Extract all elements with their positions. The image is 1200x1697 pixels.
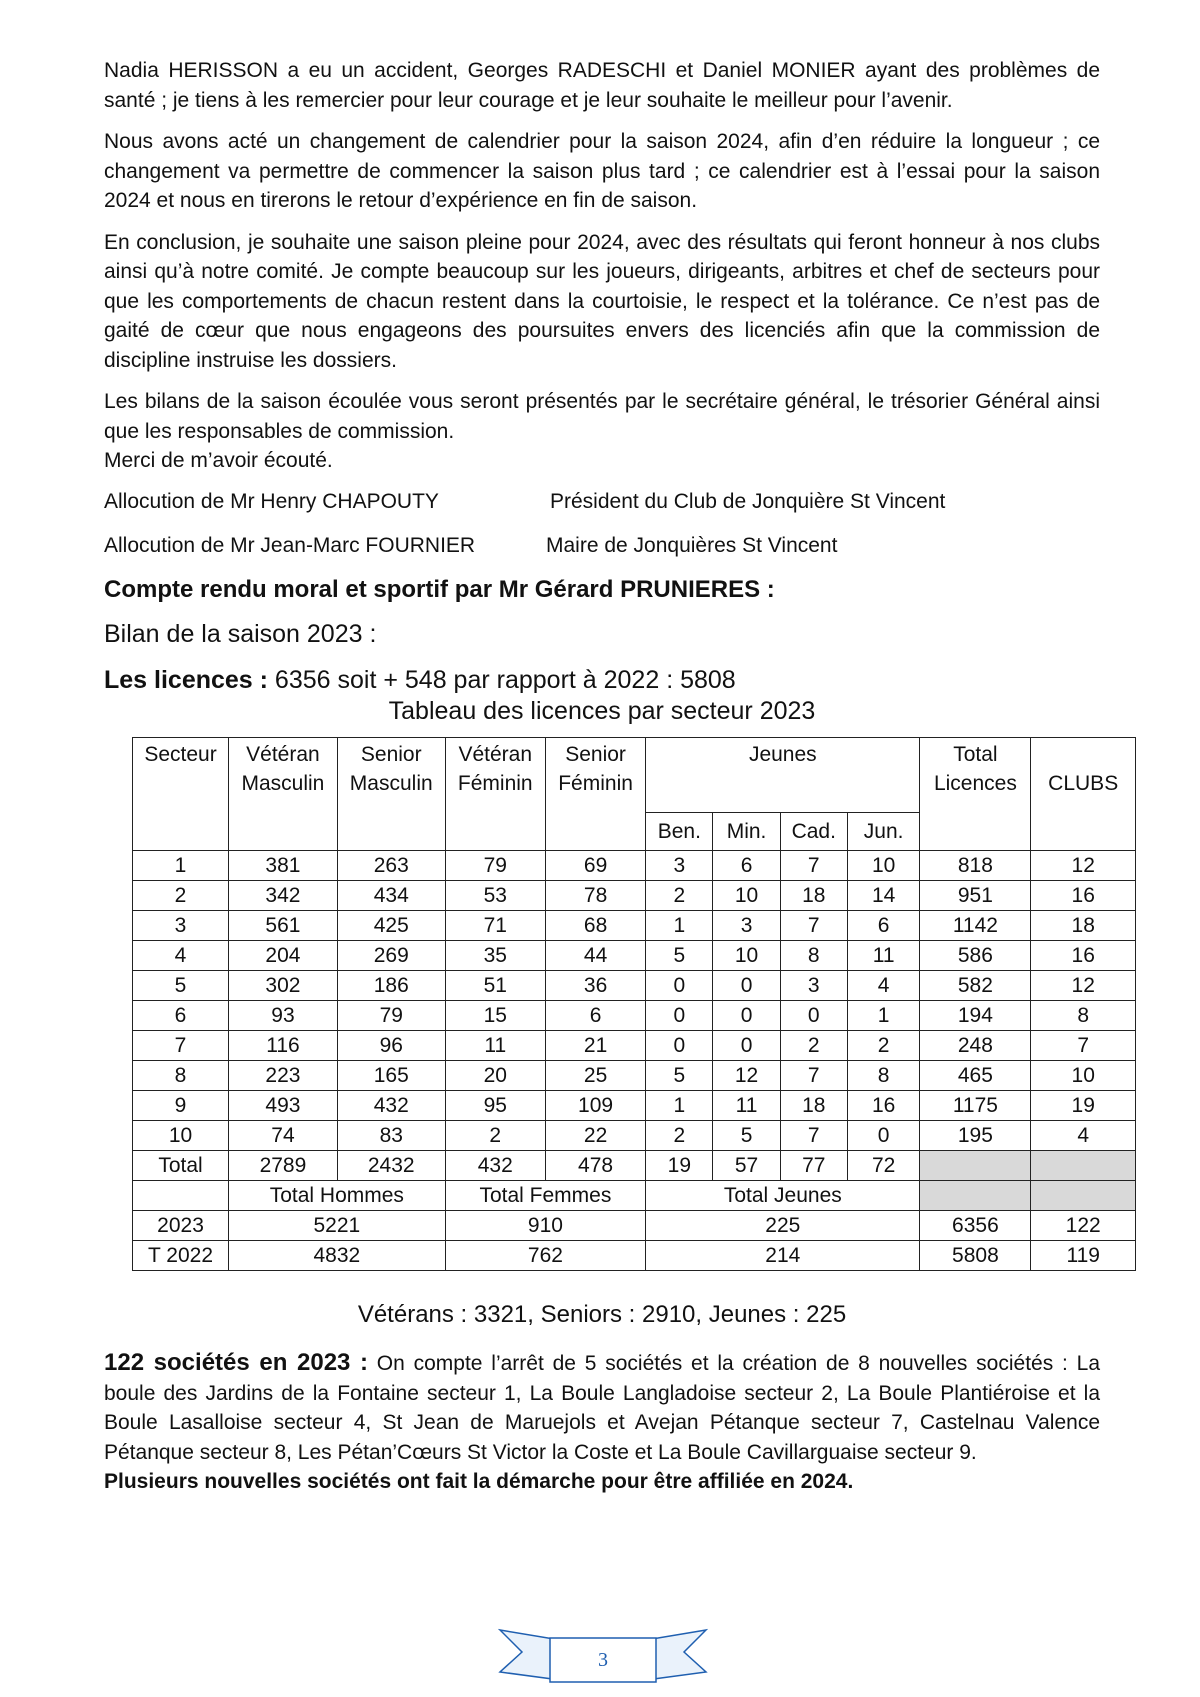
table-cell: 434 [337,881,445,911]
table-cell: 1142 [920,911,1031,941]
table-cell: 910 [445,1211,646,1241]
table-cell: 165 [337,1061,445,1091]
table-row [133,941,1136,971]
table-cell: 71 [445,911,545,941]
allocution-row [104,488,1100,516]
table-cell: 79 [337,1001,445,1031]
affiliation-note: Plusieurs nouvelles sociétés ont fait la démarche pour être affiliée en 2024. [104,1470,854,1493]
paragraph: Les bilans de la saison écoulée vous seront présentés par le secrétaire général, le trésorier Général ainsi que les responsables de commission. [104,390,1100,443]
header-cell: Cad. [780,812,847,850]
table-cell: 762 [445,1241,646,1271]
table-cell: 4 [1031,1121,1136,1151]
table-cell: 582 [920,971,1031,1001]
table-cell: 432 [445,1151,545,1181]
table-cell: 7 [1031,1031,1136,1061]
table-cell: 1 [133,851,229,881]
table-cell: 21 [545,1031,645,1061]
header-cell: Jeunes [646,738,920,813]
table-cell: 2 [646,1121,713,1151]
table-cell: 263 [337,851,445,881]
table-cell: 248 [920,1031,1031,1061]
grey-cell [1031,1181,1136,1211]
table-cell: 19 [1031,1091,1136,1121]
table-cell: 14 [847,881,920,911]
table-row [133,971,1136,1001]
header-cell: Ben. [646,812,713,850]
header-cell: Jun. [847,812,920,850]
table-cell: 18 [1031,911,1136,941]
table-cell: 1175 [920,1091,1031,1121]
table-cell: 3 [780,971,847,1001]
table-cell: 77 [780,1151,847,1181]
table-cell: 0 [646,1031,713,1061]
table-cell: 561 [229,911,338,941]
societies-paragraph [104,1348,1100,1467]
table-cell: 0 [713,1001,780,1031]
table-cell: 818 [920,851,1031,881]
table-cell: 194 [920,1001,1031,1031]
table-cell: 8 [847,1061,920,1091]
table-cell: 11 [713,1091,780,1121]
table-cell: 109 [545,1091,645,1121]
table-cell: 5 [646,941,713,971]
table-cell: 3 [133,911,229,941]
allocution-role: Maire de Jonquières St Vincent [546,533,838,557]
paragraph: Nous avons acté un changement de calendrier pour la saison 2024, afin d’en réduire la longueur ; ce changement va permettre de commencer la saison plus tard ; ce calendrier est à l’essai pour la saison 2024 et nous en tirerons le retour d’expérience en fin de saison. [104,130,1100,212]
table-cell: 465 [920,1061,1031,1091]
table-row [133,1001,1136,1031]
table-cell: 16 [1031,941,1136,971]
grey-cell [1031,1151,1136,1181]
licences-line [104,664,1100,696]
table-cell: 68 [545,911,645,941]
year-row [133,1211,1136,1241]
page-content [104,56,1100,726]
grey-cell [920,1181,1031,1211]
header-cell: Total Licences [920,738,1031,851]
societies-text: On compte l’arrêt de 5 sociétés et la création de 8 nouvelles sociétés : La boule des Jardins de la Fontaine secteur 1, La Boule Langladoise secteur 2, La Boule Plantiéroise et la Boule Lasalloise secteur 4, St Jean de Maruejols et Avejan Pétanque secteur 7, Castelnau Valence Pétanque secteur 8, Les Pétan’Cœurs St Victor la Coste et La Boule Cavillarguaise secteur 9. [104,1352,1100,1464]
table-cell: 4 [133,941,229,971]
paragraph: Merci de m’avoir écouté. [104,449,333,472]
table-cell: 96 [337,1031,445,1061]
table-caption: Tableau des licences par secteur 2023 [388,696,816,725]
table-cell: 10 [1031,1061,1136,1091]
table-row [133,881,1136,911]
table-cell: 0 [646,1001,713,1031]
table-row [133,1091,1136,1121]
table-cell: 8 [133,1061,229,1091]
table-cell: 2 [133,881,229,911]
category-summary: Vétérans : 3321, Seniors : 2910, Jeunes : 225 [357,1301,847,1328]
table-cell: 342 [229,881,338,911]
table-cell: 2432 [337,1151,445,1181]
table-cell: 7 [780,851,847,881]
table-cell: 493 [229,1091,338,1121]
table-cell: 18 [780,881,847,911]
paragraph: Nadia HERISSON a eu un accident, Georges RADESCHI et Daniel MONIER ayant des problèmes de santé ; je tiens à les remercier pour leur courage et je leur souhaite le meilleur pour l’avenir. [104,59,1100,112]
table-cell: 15 [445,1001,545,1031]
table-cell: 0 [780,1001,847,1031]
group-label-row [133,1181,1136,1211]
table-cell: 2789 [229,1151,338,1181]
table-cell: 2023 [133,1211,229,1241]
table-cell: 478 [545,1151,645,1181]
header-cell: Senior Masculin [337,738,445,851]
table-cell: 79 [445,851,545,881]
table-cell: 3 [646,851,713,881]
table-cell: 11 [847,941,920,971]
table-cell: 51 [445,971,545,1001]
table-cell: 36 [545,971,645,1001]
table-cell: 1 [646,911,713,941]
table-wrapper [104,735,1136,1271]
section-heading: Compte rendu moral et sportif par Mr Gérard PRUNIERES : [104,575,775,603]
table-cell: 2 [445,1121,545,1151]
table-cell: 69 [545,851,645,881]
table-cell: 11 [445,1031,545,1061]
header-cell: Vétéran Masculin [229,738,338,851]
table-cell: 25 [545,1061,645,1091]
header-cell: Min. [713,812,780,850]
table-cell: 116 [229,1031,338,1061]
table-cell: 0 [713,971,780,1001]
table-cell: 6 [713,851,780,881]
table-cell: 57 [713,1151,780,1181]
table-row [133,1121,1136,1151]
table-cell: 0 [713,1031,780,1061]
table-cell: 2 [847,1031,920,1061]
table-cell: 3 [713,911,780,941]
table-cell: 186 [337,971,445,1001]
table-cell: 432 [337,1091,445,1121]
table-cell: 20 [445,1061,545,1091]
table-cell: Total Femmes [445,1181,646,1211]
table-cell: 44 [545,941,645,971]
allocution-speaker: Allocution de Mr Henry CHAPOUTY [104,489,439,513]
table-cell: 951 [920,881,1031,911]
table-cell: 12 [1031,971,1136,1001]
table-cell: 10 [133,1121,229,1151]
table-cell: Total Jeunes [646,1181,920,1211]
grey-cell [920,1151,1031,1181]
table-cell: 2 [646,881,713,911]
table-cell: 6 [133,1001,229,1031]
table-cell: 9 [133,1091,229,1121]
table-cell: 4 [847,971,920,1001]
season-heading: Bilan de la saison 2023 : [104,619,377,648]
table-cell: 6356 [920,1211,1031,1241]
allocution-speaker: Allocution de Mr Jean-Marc FOURNIER [104,533,476,557]
table-cell: T 2022 [133,1241,229,1271]
table-row [133,1031,1136,1061]
table-cell: 6 [545,1001,645,1031]
table-cell: 8 [1031,1001,1136,1031]
licences-table [132,737,1136,1271]
table-cell: 10 [847,851,920,881]
table-cell: 214 [646,1241,920,1271]
table-cell: 5 [133,971,229,1001]
licences-text: 6356 soit + 548 par rapport à 2022 : 5808 [267,665,736,694]
total-row [133,1151,1136,1181]
table-cell: 8 [780,941,847,971]
table-cell: 302 [229,971,338,1001]
table-cell: 7 [780,1121,847,1151]
table-cell: 83 [337,1121,445,1151]
table-cell: 6 [847,911,920,941]
header-cell: Senior Féminin [545,738,645,851]
table-cell: 425 [337,911,445,941]
lower-content [104,1300,1100,1496]
table-cell: 223 [229,1061,338,1091]
table-cell: 119 [1031,1241,1136,1271]
table-cell: 0 [847,1121,920,1151]
table-cell: 53 [445,881,545,911]
table-cell: 225 [646,1211,920,1241]
table-cell: 95 [445,1091,545,1121]
table-cell: 586 [920,941,1031,971]
table-cell: 2 [780,1031,847,1061]
allocution-row [104,532,1100,560]
table-row [133,851,1136,881]
table-cell: 5221 [229,1211,446,1241]
societies-lead: 122 sociétés en 2023 : [104,1349,369,1376]
table-cell: 93 [229,1001,338,1031]
table-cell [133,1181,229,1211]
year-row [133,1241,1136,1271]
table-cell: 5 [713,1121,780,1151]
table-cell: 12 [713,1061,780,1091]
table-cell: 0 [646,971,713,1001]
table-cell: 5 [646,1061,713,1091]
table-cell: 269 [337,941,445,971]
table-header-row [133,738,1136,813]
table-cell: 16 [1031,881,1136,911]
paragraph: En conclusion, je souhaite une saison pleine pour 2024, avec des résultats qui feront honneur à nos clubs ainsi qu’à notre comité. Je compte beaucoup sur les joueurs, dirigeants, arbitres et chef de secteurs pour que les comportements de chacun restent dans la courtoisie, le respect et la tolérance. Ce n’est pas de gaité de cœur que nous engageons des poursuites envers des licenciés afin que la commission de discipline instruise les dossiers. [104,230,1100,372]
table-cell: 16 [847,1091,920,1121]
table-cell: 74 [229,1121,338,1151]
table-cell: Total [133,1151,229,1181]
table-cell: 122 [1031,1211,1136,1241]
table-cell: 72 [847,1151,920,1181]
table-row [133,911,1136,941]
table-cell: 18 [780,1091,847,1121]
table-cell: 19 [646,1151,713,1181]
table-cell: 204 [229,941,338,971]
header-cell: Vétéran Féminin [445,738,545,851]
table-cell: 7 [780,911,847,941]
table-cell: 10 [713,881,780,911]
table-cell: 195 [920,1121,1031,1151]
header-cell: CLUBS [1031,738,1136,851]
table-cell: 1 [847,1001,920,1031]
table-cell: 7 [133,1031,229,1061]
table-cell: 12 [1031,851,1136,881]
header-cell: Secteur [133,738,229,851]
table-cell: 22 [545,1121,645,1151]
table-cell: 7 [780,1061,847,1091]
allocution-role: Président du Club de Jonquière St Vincent [550,489,946,513]
table-cell: 5808 [920,1241,1031,1271]
table-cell: 4832 [229,1241,446,1271]
licences-label: Les licences : [104,665,268,694]
page-number-ribbon [498,1626,708,1690]
table-row [133,1061,1136,1091]
page-number: 3 [598,1649,608,1671]
table-cell: 381 [229,851,338,881]
table-cell: 35 [445,941,545,971]
table-cell: 1 [646,1091,713,1121]
table-cell: 78 [545,881,645,911]
table-cell: 10 [713,941,780,971]
table-cell: Total Hommes [229,1181,446,1211]
